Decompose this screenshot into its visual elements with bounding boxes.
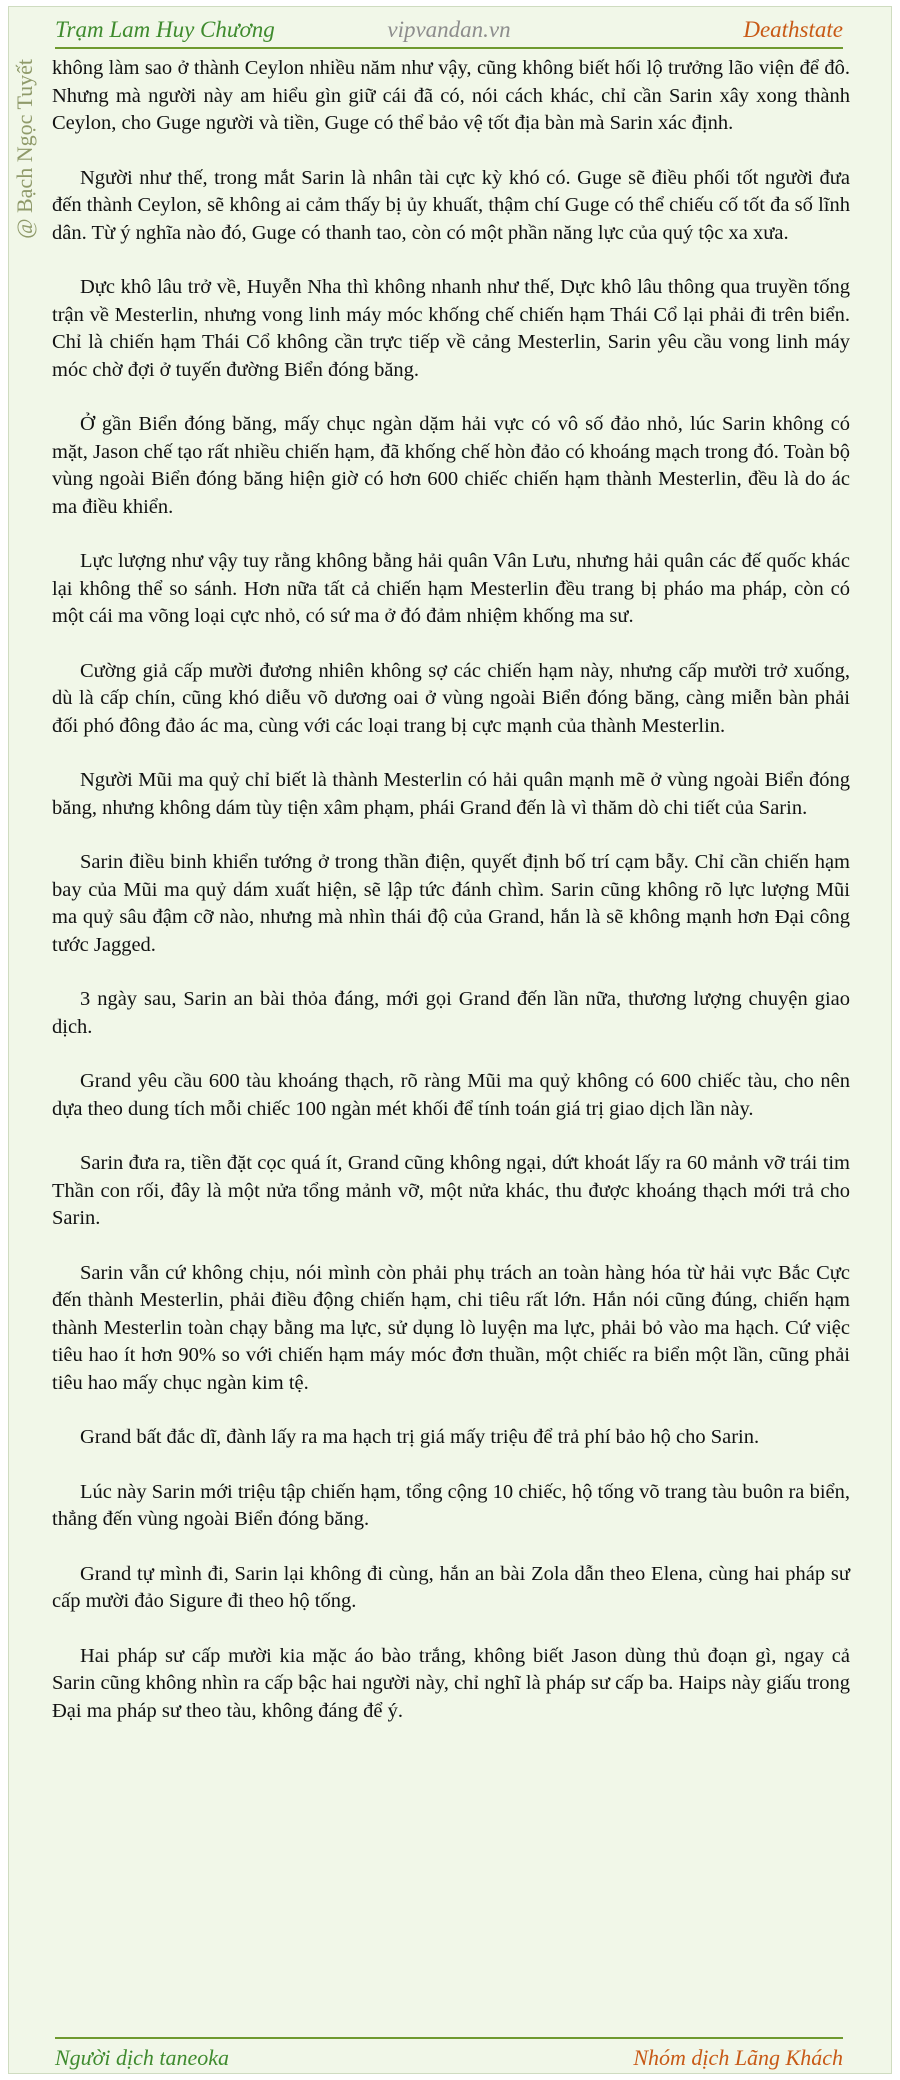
paragraph: Grand yêu cầu 600 tàu khoáng thạch, rõ ràng Mũi ma quỷ không có 600 chiếc tàu, cho nên dựa theo dung tích mỗi chiếc 100 ngàn mét khối để tính toán giá trị giao dịch lần này. [52,1070,850,1120]
footer-translator: Người dịch taneoka [55,2045,230,2070]
paragraph: Dực khô lâu trở về, Huyễn Nha thì không nhanh như thế, Dực khô lâu thông qua truyền tống trận về Mesterlin, nhưng vong linh máy móc khống chế chiến hạm Thái Cổ lại phải đi trên biển. Chỉ là chiến hạm Thái Cổ không cần trực tiếp về cảng Mesterlin, Sarin yêu cầu vong linh máy móc chờ đợi ở tuyến đường Biển đóng băng. [52,276,850,381]
paragraph: Sarin vẫn cứ không chịu, nói mình còn phải phụ trách an toàn hàng hóa từ hải vực Bắc Cực đến thành Mesterlin, phải điều động chiến hạm, chi tiêu rất lớn. Hắn nói cũng đúng, chiến hạm thành Mesterlin toàn chạy bằng ma lực, sử dụng lò luyện ma lực, phải bỏ vào ma hạch. Cứ việc tiêu hao ít hơn 90% so với chiến hạm máy móc đơn thuần, một chiếc ra biển một lần, cũng phải tiêu hao mấy chục ngàn kim tệ. [52,1261,850,1394]
side-watermark [9,59,39,289]
paragraph: Sarin điều binh khiển tướng ở trong thần điện, quyết định bố trí cạm bẫy. Chỉ cần chiến hạm bay của Mũi ma quỷ dám xuất hiện, sẽ lập tức đánh chìm. Sarin cũng không rõ lực lượng Mũi ma quỷ sâu đậm cỡ nào, nhưng mà nhìn thái độ của Grand, hắn là sẽ không mạnh hơn Đại công tước Jagged. [52,851,850,956]
paragraph: Hai pháp sư cấp mười kia mặc áo bào trắng, không biết Jason dùng thủ đoạn gì, ngay cả Sarin cũng không nhìn ra cấp bậc hai người này, chỉ nghĩ là pháp sư cấp ba. Haips này giấu trong Đại ma pháp sư theo tàu, không đáng để ý. [52,1644,850,1722]
paragraph: 3 ngày sau, Sarin an bài thỏa đáng, mới gọi Grand đến lần nữa, thương lượng chuyện giao dịch. [52,988,850,1038]
side-note-text: @ Bạch Ngọc Tuyết [12,59,37,239]
footer-group: Nhóm dịch Lãng Khách [633,2045,843,2070]
paragraph: không làm sao ở thành Ceylon nhiều năm như vậy, cũng không biết hối lộ trưởng lão viện để đô. Nhưng mà người này am hiểu gìn giữ cái đã có, nói cách khác, chỉ cần Sarin xây xong thành Ceylon, cho Guge người và tiền, Guge có thể bảo vệ tốt địa bàn mà Sarin xác định. [52,57,850,134]
page-header [55,13,843,49]
paragraph: Lúc này Sarin mới triệu tập chiến hạm, tổng cộng 10 chiếc, hộ tống võ trang tàu buôn ra biển, thẳng đến vùng ngoài Biển đóng băng. [52,1480,850,1530]
paragraph: Ở gần Biển đóng băng, mấy chục ngàn dặm hải vực có vô số đảo nhỏ, lúc Sarin không có mặt, Jason chế tạo rất nhiều chiến hạm, đã khống chế hòn đảo có khoáng mạch trong đó. Toàn bộ vùng ngoài Biển đóng băng hiện giờ có hơn 600 chiếc chiến hạm thành Mesterlin, đều là do ác ma điều khiển. [52,413,850,518]
paragraph: Người như thế, trong mắt Sarin là nhân tài cực kỳ khó có. Guge sẽ điều phối tốt người đưa đến thành Ceylon, sẽ không ai cảm thấy bị ủy khuất, thậm chí Guge có thể chiếu cố tốt đa số lĩnh dân. Từ ý nghĩa nào đó, Guge có thanh tao, còn có một phần năng lực của quý tộc xa xưa. [52,166,850,244]
chapter-text [52,55,850,1752]
header-site-name: Trạm Lam Huy Chương [55,17,275,42]
paragraph: Grand bất đắc dĩ, đành lấy ra ma hạch trị giá mấy triệu để trả phí bảo hộ cho Sarin. [80,1426,760,1448]
paragraph: Cường giả cấp mười đương nhiên không sợ các chiến hạm này, nhưng cấp mười trở xuống, dù là cấp chín, cũng khó diễu võ dương oai ở vùng ngoài Biển đóng băng, càng miễn bàn phải đối phó đông đảo ác ma, cùng với các loại trang bị cực mạnh của thành Mesterlin. [52,659,850,737]
header-book-title: Deathstate [743,17,843,42]
paragraph: Lực lượng như vậy tuy rằng không bằng hải quân Vân Lưu, nhưng hải quân các đế quốc khác lại không thể so sánh. Hơn nữa tất cả chiến hạm Mesterlin đều trang bị pháo ma pháp, còn có một cái ma võng loại cực nhỏ, có sứ ma ở đó đảm nhiệm khống ma sư. [52,550,850,627]
paragraph: Grand tự mình đi, Sarin lại không đi cùng, hắn an bài Zola dẫn theo Elena, cùng hai pháp sư cấp mười đảo Sigure đi theo hộ tống. [52,1562,850,1612]
page-footer [55,2037,843,2071]
paragraph: Sarin đưa ra, tiền đặt cọc quá ít, Grand cũng không ngại, dứt khoát lấy ra 60 mảnh vỡ trái tim Thần con rối, đây là một nửa tổng mảnh vỡ, một nửa khác, thu được khoáng thạch mới trả cho Sarin. [52,1152,850,1229]
header-domain: vipvandan.vn [387,17,511,42]
paragraph: Người Mũi ma quỷ chỉ biết là thành Mesterlin có hải quân mạnh mẽ ở vùng ngoài Biển đóng băng, nhưng không dám tùy tiện xâm phạm, phái Grand đến là vì thăm dò chi tiết của Sarin. [52,769,850,819]
page [8,6,892,2074]
